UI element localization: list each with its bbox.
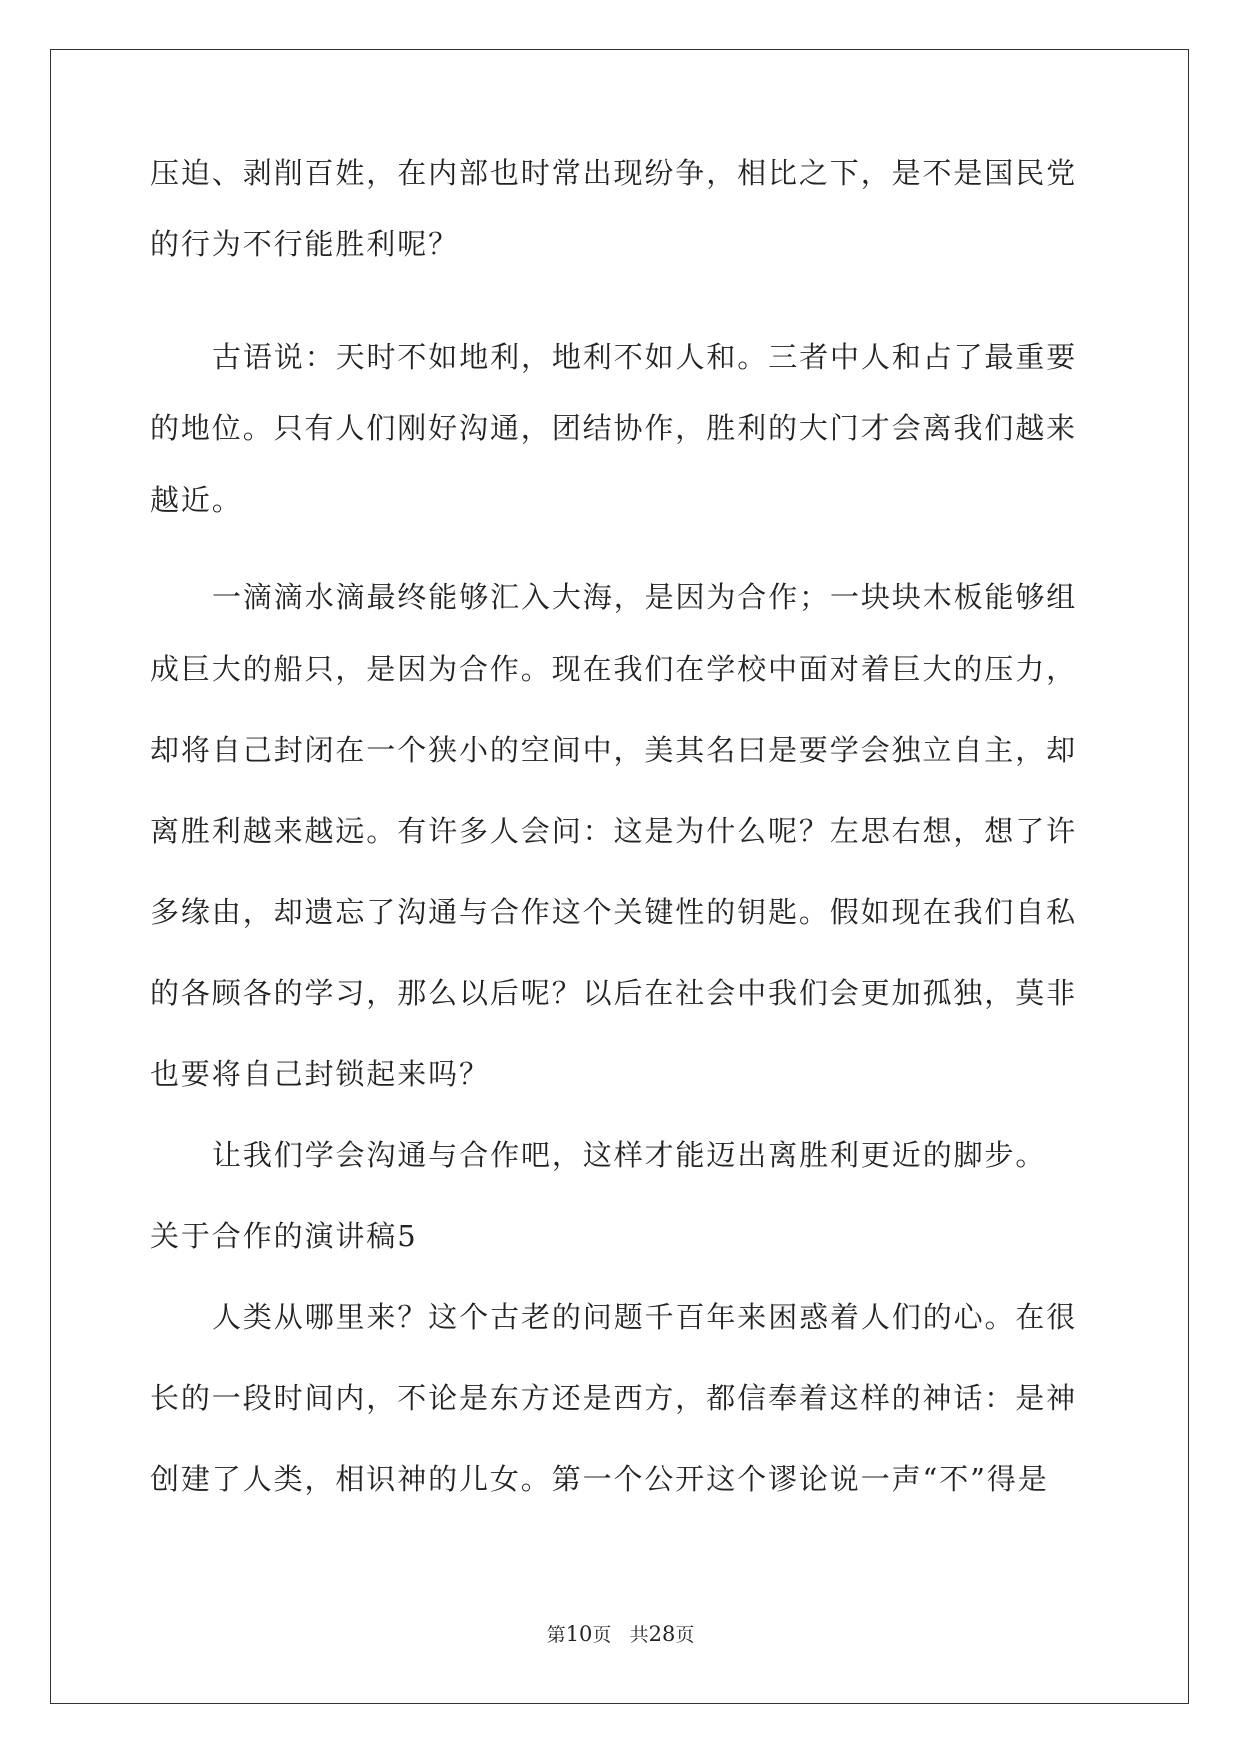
paragraph-first-line: 让我们学会沟通与合作吧，这样才能迈出离胜利更近的脚步。 bbox=[212, 1138, 1047, 1172]
section-heading: 关于合作的演讲稿5 bbox=[150, 1219, 418, 1253]
page-border bbox=[50, 49, 1189, 1704]
text-line: 压迫、剥削百姓，在内部也时常出现纷争，相比之下，是不是国民党 bbox=[150, 156, 1078, 190]
text-line: 的地位。只有人们刚好沟通，团结协作，胜利的大门才会离我们越来 bbox=[150, 411, 1078, 445]
total-suffix: 页 bbox=[675, 1624, 695, 1646]
text-line: 成巨大的船只，是因为合作。现在我们在学校中面对着巨大的压力， bbox=[150, 652, 1078, 686]
paragraph-first-line: 古语说：天时不如地利，地利不如人和。三者中人和占了最重要 bbox=[212, 340, 1078, 374]
page-footer bbox=[0, 1622, 1241, 1647]
text-line: 越近。 bbox=[150, 483, 243, 517]
text-line: 长的一段时间内，不论是东方还是西方，都信奉着这样的神话：是神 bbox=[150, 1381, 1078, 1415]
current-page-number: 10 bbox=[565, 1622, 593, 1646]
text-line: 的各顾各的学习，那么以后呢？以后在社会中我们会更加孤独，莫非 bbox=[150, 976, 1078, 1010]
total-pages-number: 28 bbox=[648, 1622, 676, 1646]
text-line: 离胜利越来越远。有许多人会问：这是为什么呢？左思右想，想了许 bbox=[150, 814, 1078, 848]
paragraph-first-line: 一滴滴水滴最终能够汇入大海，是因为合作；一块块木板能够组 bbox=[212, 580, 1078, 614]
total-prefix: 共 bbox=[629, 1624, 649, 1646]
page-prefix: 第 bbox=[546, 1624, 566, 1646]
paragraph-first-line: 人类从哪里来？这个古老的问题千百年来困惑着人们的心。在很 bbox=[212, 1300, 1078, 1334]
text-line: 多缘由，却遗忘了沟通与合作这个关键性的钥匙。假如现在我们自私 bbox=[150, 895, 1078, 929]
text-line: 的行为不行能胜利呢？ bbox=[150, 227, 460, 261]
text-line: 却将自己封闭在一个狭小的空间中，美其名曰是要学会独立自主，却 bbox=[150, 733, 1078, 767]
text-line: 也要将自己封锁起来吗？ bbox=[150, 1057, 490, 1091]
page-suffix: 页 bbox=[592, 1624, 612, 1646]
text-line: 创建了人类，相识神的儿女。第一个公开这个谬论说一声“不”得是 bbox=[150, 1462, 1049, 1496]
